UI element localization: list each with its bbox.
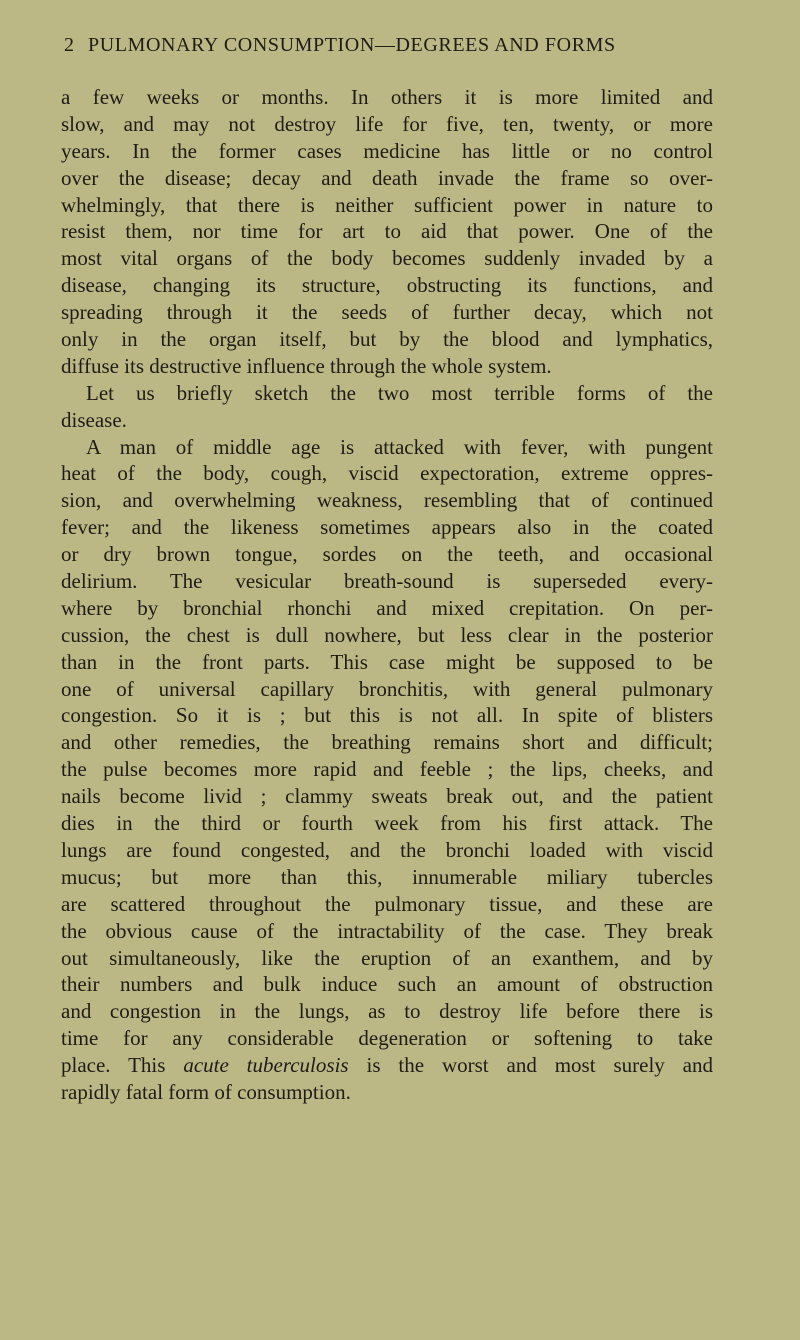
- text-line: out simultaneously, like the eruption of an exanthem, and by: [61, 945, 713, 970]
- body-text: [61, 84, 713, 1106]
- header-title: PULMONARY CONSUMPTION—DEGREES AND FORMS: [88, 34, 616, 56]
- text-line: heat of the body, cough, viscid expectoration, extreme oppres-: [61, 461, 713, 486]
- text-line: lungs are found congested, and the bronchi loaded with viscid: [61, 837, 713, 862]
- text-line: time for any considerable degeneration or softening to take: [61, 1026, 713, 1051]
- text-line: A man of middle age is attacked with fever, with pungent: [86, 434, 713, 459]
- text-fragment: place. This: [61, 1053, 166, 1078]
- text-line: and congestion in the lungs, as to destroy life before there is: [61, 999, 713, 1024]
- text-line: over the disease; decay and death invade the frame so over-: [61, 165, 713, 190]
- text-line: spreading through it the seeds of further decay, which not: [61, 300, 713, 325]
- text-line: the pulse becomes more rapid and feeble ; the lips, cheeks, and: [61, 757, 713, 782]
- text-line: a few weeks or months. In others it is more limited and: [61, 85, 713, 109]
- text-line: delirium. The vesicular breath-sound is superseded every-: [61, 569, 713, 594]
- text-line: sion, and overwhelming weakness, resembling that of continued: [61, 488, 713, 513]
- text-line: one of universal capillary bronchitis, with general pulmonary: [61, 676, 713, 701]
- text-line: years. In the former cases medicine has little or no control: [61, 138, 713, 163]
- text-line: fever; and the likeness sometimes appears also in the coated: [61, 515, 713, 540]
- text-line: the obvious cause of the intractability of the case. They break: [61, 918, 713, 943]
- text-line: their numbers and bulk induce such an amount of obstruction: [61, 972, 713, 997]
- text-line: rapidly fatal form of consumption.: [61, 1079, 351, 1104]
- running-head: [64, 34, 714, 62]
- text-line: disease.: [61, 407, 127, 432]
- text-line: dies in the third or fourth week from his first attack. The: [61, 811, 713, 836]
- text-line: only in the organ itself, but by the blood and lymphatics,: [61, 327, 713, 352]
- text-line: nails become livid ; clammy sweats break out, and the patient: [61, 784, 713, 809]
- text-line: are scattered throughout the pulmonary tissue, and these are: [61, 891, 713, 916]
- text-line: than in the front parts. This case might be supposed to be: [61, 649, 713, 674]
- text-line: and other remedies, the breathing remains short and difficult;: [61, 730, 713, 755]
- text-line: congestion. So it is ; but this is not all. In spite of blisters: [61, 703, 713, 728]
- text-line: slow, and may not destroy life for five, ten, twenty, or more: [61, 111, 713, 136]
- text-line: mucus; but more than this, innumerable miliary tubercles: [61, 864, 713, 889]
- text-line: disease, changing its structure, obstructing its functions, and: [61, 273, 713, 298]
- text-line: cussion, the chest is dull nowhere, but less clear in the posterior: [61, 622, 713, 647]
- text-line: most vital organs of the body becomes suddenly invaded by a: [61, 246, 713, 271]
- text-line: where by bronchial rhonchi and mixed crepitation. On per-: [61, 595, 713, 620]
- text-line: resist them, nor time for art to aid that power. One of the: [61, 219, 713, 244]
- italic-term: acute tuberculosis: [183, 1053, 349, 1078]
- text-fragment: is the worst and most surely and: [366, 1053, 714, 1078]
- text-line: or dry brown tongue, sordes on the teeth, and occasional: [61, 542, 713, 567]
- text-line: diffuse its destructive influence through the whole system.: [61, 353, 552, 378]
- text-line: Let us briefly sketch the two most terrible forms of the: [86, 380, 713, 405]
- text-line-acute-tuberculosis: [61, 1052, 713, 1079]
- page-number: 2: [64, 34, 75, 56]
- text-line: whelmingly, that there is neither sufficient power in nature to: [61, 192, 713, 217]
